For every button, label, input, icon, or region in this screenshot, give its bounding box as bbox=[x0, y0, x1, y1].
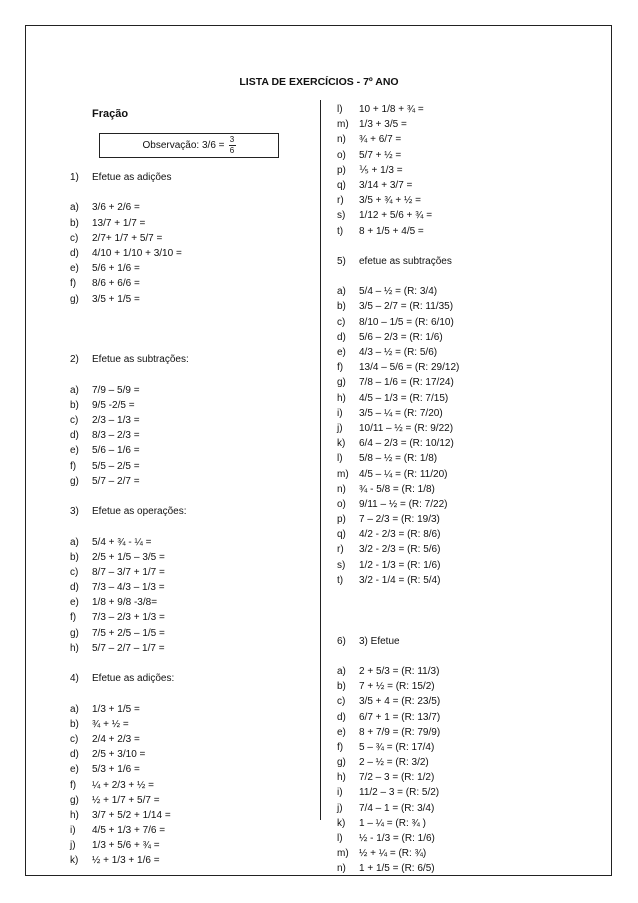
exercise-3-item-text: 5/4 + ¾ - ¼ = bbox=[92, 536, 152, 548]
exercise-6-item bbox=[337, 816, 597, 831]
exercise-2-item bbox=[70, 398, 315, 413]
exercise-4-item-label: h) bbox=[70, 809, 79, 821]
exercise-5-item-text: 4/5 – ¼ = (R: 11/20) bbox=[359, 468, 448, 480]
exercise-4-item-label: l) bbox=[337, 104, 343, 115]
exercise-4-item-text: 2/5 + 3/10 = bbox=[92, 749, 146, 761]
exercise-2-item-text: 5/5 – 2/5 = bbox=[92, 460, 140, 472]
exercise-5-item-text: ¾ - 5/8 = (R: 1/8) bbox=[359, 483, 435, 495]
exercise-4-item bbox=[70, 853, 315, 868]
exercise-5-item-text: 4/5 – 1/3 = (R: 7/15) bbox=[359, 392, 449, 404]
exercise-6-item-text: 2 + 5/3 = (R: 11/3) bbox=[359, 665, 440, 677]
exercise-3-heading-label: 3) bbox=[70, 506, 79, 518]
exercise-6-item-label: d) bbox=[337, 711, 346, 723]
exercise-2-item-label: a) bbox=[70, 384, 79, 396]
exercise-5-heading-label: 5) bbox=[337, 255, 346, 267]
exercise-4-heading-text: Efetue as adições: bbox=[92, 673, 175, 685]
exercise-4-item-label: g) bbox=[70, 794, 79, 806]
exercise-1-heading-label: 1) bbox=[70, 172, 79, 183]
exercise-4-item bbox=[337, 148, 597, 163]
exercise-1-item-text: 8/6 + 6/6 = bbox=[92, 278, 140, 290]
exercise-5-item bbox=[337, 330, 597, 345]
exercise-4-item bbox=[337, 132, 597, 147]
exercise-3-item-label: f) bbox=[70, 612, 77, 624]
exercise-4-item-label: j) bbox=[70, 840, 76, 852]
exercise-4-item-label: a) bbox=[70, 703, 79, 715]
exercise-5-item-label: l) bbox=[337, 453, 343, 465]
exercise-2-item-text: 8/3 – 2/3 = bbox=[92, 430, 140, 442]
exercise-4-heading bbox=[70, 671, 315, 686]
exercise-5-item-label: r) bbox=[337, 544, 344, 556]
exercise-6-item bbox=[337, 846, 597, 861]
exercise-4-item bbox=[70, 732, 315, 747]
exercise-2-item-text: 5/6 – 1/6 = bbox=[92, 445, 140, 457]
exercise-3-item-text: 1/8 + 9/8 -3/8= bbox=[92, 597, 158, 609]
exercise-4-item-text: 1/12 + 5/6 + ¾ = bbox=[359, 210, 433, 222]
exercise-2-item bbox=[70, 474, 315, 489]
subject-heading: Fração bbox=[92, 108, 129, 120]
exercise-6-item bbox=[337, 785, 597, 800]
exercise-4-item-label: d) bbox=[70, 749, 79, 761]
exercise-2-item bbox=[70, 413, 315, 428]
column-divider bbox=[320, 100, 321, 820]
exercise-5-item-text: 10/11 – ½ = (R: 9/22) bbox=[359, 422, 454, 434]
exercise-6-item-text: 2 – ½ = (R: 3/2) bbox=[359, 757, 429, 769]
exercise-6-item-label: k) bbox=[337, 817, 346, 829]
exercise-4-heading-label: 4) bbox=[70, 673, 79, 685]
exercise-4-item bbox=[337, 102, 597, 117]
exercise-6-item-label: e) bbox=[337, 726, 346, 738]
exercise-4-item-text: 3/14 + 3/7 = bbox=[359, 179, 413, 191]
exercise-4-item-text: 5/7 + ½ = bbox=[359, 149, 402, 161]
exercise-6-item-text: 1 – ¼ = (R: ¾ ) bbox=[359, 817, 426, 829]
exercise-6-item-text: 1 + 1/5 = (R: 6/5) bbox=[359, 863, 435, 875]
exercise-5-item-label: f) bbox=[337, 362, 344, 374]
exercise-4-item bbox=[337, 178, 597, 193]
exercise-1-item-label: f) bbox=[70, 278, 77, 290]
exercise-6-item-text: 3/5 + 4 = (R: 23/5) bbox=[359, 696, 441, 708]
exercise-3-item-text: 7/5 + 2/5 – 1/5 = bbox=[92, 627, 165, 639]
exercise-5-item-label: q) bbox=[337, 529, 346, 541]
exercise-5-heading bbox=[337, 254, 597, 269]
exercise-3-item-text: 8/7 – 3/7 + 1/7 = bbox=[92, 566, 165, 578]
exercise-5-item-label: m) bbox=[337, 468, 349, 480]
exercise-5-item bbox=[337, 451, 597, 466]
exercise-6-heading bbox=[337, 634, 597, 649]
exercise-4-item-label: e) bbox=[70, 764, 79, 776]
exercise-5-item-label: s) bbox=[337, 559, 346, 571]
exercise-4-item-text: ½ + 1/7 + 5/7 = bbox=[92, 794, 160, 806]
exercise-4-item-text: 8 + 1/5 + 4/5 = bbox=[359, 225, 424, 237]
exercise-3-item bbox=[70, 610, 315, 625]
exercise-5-item bbox=[337, 558, 597, 573]
exercise-4-item bbox=[70, 823, 315, 838]
exercise-4-item-text: 4/5 + 1/3 + 7/6 = bbox=[92, 825, 166, 837]
exercise-4-item-label: f) bbox=[70, 779, 77, 791]
exercise-5-item bbox=[337, 512, 597, 527]
exercise-5-item bbox=[337, 421, 597, 436]
exercise-5-item-text: 8/10 – 1/5 = (R: 6/10) bbox=[359, 316, 454, 328]
exercise-1-item-label: c) bbox=[70, 232, 79, 244]
exercise-2-heading-text: Efetue as subtrações: bbox=[92, 354, 189, 366]
exercise-5-item-label: h) bbox=[337, 392, 346, 404]
exercise-5-item bbox=[337, 542, 597, 557]
exercise-5-item-label: a) bbox=[337, 286, 346, 298]
exercise-3-item-label: b) bbox=[70, 551, 79, 563]
exercise-6-item-text: 8 + 7/9 = (R: 79/9) bbox=[359, 726, 441, 738]
exercise-6-item-text: 5 – ¾ = (R: 17/4) bbox=[359, 741, 435, 753]
exercise-6-item-label: g) bbox=[337, 757, 346, 769]
exercise-6-item-label: m) bbox=[337, 848, 349, 860]
exercise-6-item bbox=[337, 801, 597, 816]
exercise-5-item-label: d) bbox=[337, 331, 346, 343]
exercise-5-item-label: g) bbox=[337, 377, 346, 389]
exercise-6-item-label: c) bbox=[337, 696, 346, 708]
exercise-1-heading-text: Efetue as adições bbox=[92, 172, 172, 183]
exercise-5-item bbox=[337, 406, 597, 421]
exercise-2-item-label: f) bbox=[70, 460, 77, 472]
exercise-5-item-text: 3/5 – ¼ = (R: 7/20) bbox=[359, 407, 443, 419]
exercise-2-item-label: c) bbox=[70, 415, 79, 427]
exercise-6-item bbox=[337, 740, 597, 755]
exercise-5-item-text: 3/2 - 1/4 = (R: 5/4) bbox=[359, 574, 441, 586]
exercise-6-heading-label: 6) bbox=[337, 635, 346, 647]
exercise-3-item bbox=[70, 641, 315, 656]
exercise-3-item-label: h) bbox=[70, 642, 79, 654]
exercise-6-item bbox=[337, 664, 597, 679]
exercise-6-item-label: a) bbox=[337, 665, 346, 677]
exercise-3-item-label: g) bbox=[70, 627, 79, 639]
exercise-1-heading bbox=[70, 170, 315, 185]
exercise-2-heading-label: 2) bbox=[70, 354, 79, 366]
exercise-1-item bbox=[70, 231, 315, 246]
exercise-5-item bbox=[337, 467, 597, 482]
exercise-6-item bbox=[337, 831, 597, 846]
exercise-6-item bbox=[337, 755, 597, 770]
exercise-5-item-label: j) bbox=[337, 422, 343, 434]
exercise-4-item-label: b) bbox=[70, 718, 79, 730]
exercise-4-item-label: m) bbox=[337, 119, 349, 131]
exercise-5-item bbox=[337, 299, 597, 314]
exercise-3-item-text: 7/3 – 4/3 – 1/3 = bbox=[92, 582, 165, 594]
exercise-5-item bbox=[337, 284, 597, 299]
exercise-5-item-label: k) bbox=[337, 438, 346, 450]
page-title: LISTA DE EXERCÍCIOS - 7º ANO bbox=[239, 76, 399, 88]
observation-label: Observação: 3/6 = bbox=[142, 140, 225, 151]
exercise-5-item-text: 1/2 - 1/3 = (R: 1/6) bbox=[359, 559, 441, 571]
exercise-4-item-text: ¾ + ½ = bbox=[92, 718, 129, 730]
exercise-6-item-label: i) bbox=[337, 787, 343, 799]
exercise-5-item-label: p) bbox=[337, 514, 346, 526]
exercise-2-item-text: 9/5 -2/5 = bbox=[92, 399, 135, 411]
exercise-5-item-text: 6/4 – 2/3 = (R: 10/12) bbox=[359, 438, 454, 450]
exercise-4-item-text: 1/3 + 5/6 + ¾ = bbox=[92, 840, 160, 852]
exercise-3-item bbox=[70, 595, 315, 610]
exercise-5-item bbox=[337, 345, 597, 360]
exercise-6-item-text: 11/2 – 3 = (R: 5/2) bbox=[359, 787, 440, 799]
exercise-3-heading-text: Efetue as operações: bbox=[92, 506, 187, 518]
exercise-6-item bbox=[337, 694, 597, 709]
exercise-5-item-text: 5/4 – ½ = (R: 3/4) bbox=[359, 286, 438, 298]
exercise-2-heading bbox=[70, 352, 315, 367]
exercise-4-item-text: 10 + 1/8 + ¾ = bbox=[359, 104, 424, 115]
exercise-4-item-label: s) bbox=[337, 210, 346, 222]
exercise-5-item-text: 5/8 – ½ = (R: 1/8) bbox=[359, 453, 438, 465]
exercise-4-item-text: 3/5 + ¾ + ½ = bbox=[359, 195, 421, 207]
exercise-4-item bbox=[337, 163, 597, 178]
exercise-4-item bbox=[337, 117, 597, 132]
right-column bbox=[337, 102, 597, 877]
exercise-5-item-label: c) bbox=[337, 316, 346, 328]
exercise-4-item bbox=[70, 808, 315, 823]
exercise-1-item bbox=[70, 246, 315, 261]
exercise-5-item-text: 7/8 – 1/6 = (R: 17/24) bbox=[359, 377, 454, 389]
exercise-1-item bbox=[70, 276, 315, 291]
exercise-3-item-text: 2/5 + 1/5 – 3/5 = bbox=[92, 551, 165, 563]
exercise-2-item bbox=[70, 443, 315, 458]
exercise-1-item-label: a) bbox=[70, 202, 79, 214]
exercise-5-item-text: 3/2 - 2/3 = (R: 5/6) bbox=[359, 544, 441, 556]
observation-box bbox=[99, 133, 279, 158]
exercise-6-item-label: j) bbox=[337, 802, 343, 814]
exercise-3-item-text: 7/3 – 2/3 + 1/3 = bbox=[92, 612, 165, 624]
exercise-5-item-text: 13/4 – 5/6 = (R: 29/12) bbox=[359, 362, 460, 374]
left-column bbox=[70, 170, 315, 869]
exercise-4-item-text: 3/7 + 5/2 + 1/14 = bbox=[92, 809, 171, 821]
exercise-5-item-text: 7 – 2/3 = (R: 19/3) bbox=[359, 514, 440, 526]
exercise-1-item-text: 4/10 + 1/10 + 3/10 = bbox=[92, 247, 182, 259]
exercise-4-item-text: 1/3 + 1/5 = bbox=[92, 703, 140, 715]
exercise-4-item-label: o) bbox=[337, 149, 346, 161]
exercise-4-item-text: 2/4 + 2/3 = bbox=[92, 733, 140, 745]
exercise-4-item bbox=[70, 793, 315, 808]
exercise-5-item-text: 4/2 - 2/3 = (R: 8/6) bbox=[359, 529, 441, 541]
exercise-5-heading-text: efetue as subtrações bbox=[359, 255, 452, 267]
exercise-3-item-label: e) bbox=[70, 597, 79, 609]
exercise-3-heading bbox=[70, 504, 315, 519]
exercise-6-item-label: h) bbox=[337, 772, 346, 784]
exercise-1-item-label: g) bbox=[70, 293, 79, 305]
exercise-4-item-label: r) bbox=[337, 195, 344, 207]
exercise-1-item bbox=[70, 261, 315, 276]
exercise-3-item bbox=[70, 565, 315, 580]
exercise-5-item bbox=[337, 360, 597, 375]
exercise-5-item-text: 4/3 – ½ = (R: 5/6) bbox=[359, 347, 438, 358]
exercise-4-item-label: k) bbox=[70, 855, 79, 867]
exercise-5-item-label: o) bbox=[337, 498, 346, 510]
exercise-4-item bbox=[337, 224, 597, 239]
exercise-2-item-text: 5/7 – 2/7 = bbox=[92, 475, 140, 487]
exercise-4-item-label: p) bbox=[337, 164, 346, 176]
observation-fraction: $\frac{3}{6}$ bbox=[229, 135, 235, 155]
exercise-1-item-text: 13/7 + 1/7 = bbox=[92, 217, 146, 229]
exercise-4-item bbox=[70, 838, 315, 853]
exercise-4-item bbox=[337, 208, 597, 223]
exercise-4-item-text: ½ + 1/3 + 1/6 = bbox=[92, 855, 160, 867]
exercise-5-item bbox=[337, 315, 597, 330]
exercise-1-item-text: 2/7+ 1/7 + 5/7 = bbox=[92, 232, 163, 244]
exercise-5-item bbox=[337, 391, 597, 406]
exercise-5-item-label: n) bbox=[337, 483, 346, 495]
exercise-3-item bbox=[70, 535, 315, 550]
exercise-6-item bbox=[337, 679, 597, 694]
exercise-5-item-label: i) bbox=[337, 407, 343, 419]
exercise-4-item-label: c) bbox=[70, 733, 79, 745]
exercise-3-item bbox=[70, 580, 315, 595]
exercise-4-item-text: ¼ + 2/3 + ½ = bbox=[92, 779, 154, 791]
exercise-2-item-label: g) bbox=[70, 475, 79, 487]
exercise-5-item-label: e) bbox=[337, 347, 346, 358]
exercise-1-item-text: 5/6 + 1/6 = bbox=[92, 263, 140, 275]
exercise-5-item bbox=[337, 375, 597, 390]
exercise-6-item-label: n) bbox=[337, 863, 346, 875]
exercise-2-item-label: b) bbox=[70, 399, 79, 411]
exercise-5-item-text: 3/5 – 2/7 = (R: 11/35) bbox=[359, 301, 454, 313]
exercise-2-item-text: 7/9 – 5/9 = bbox=[92, 384, 140, 396]
exercise-2-item bbox=[70, 459, 315, 474]
exercise-4-item-text: 1/3 + 3/5 = bbox=[359, 119, 407, 131]
exercise-5-item bbox=[337, 436, 597, 451]
exercise-4-item bbox=[337, 193, 597, 208]
exercise-6-item-text: 7/4 – 1 = (R: 3/4) bbox=[359, 802, 435, 814]
exercise-6-heading-text: 3) Efetue bbox=[359, 635, 400, 647]
exercise-6-item-text: 7 + ½ = (R: 15/2) bbox=[359, 681, 435, 693]
exercise-3-item-label: d) bbox=[70, 582, 79, 594]
exercise-3-item-text: 5/7 – 2/7 – 1/7 = bbox=[92, 642, 165, 654]
exercise-3-item-label: c) bbox=[70, 566, 79, 578]
exercise-4-item-label: q) bbox=[337, 179, 346, 191]
exercise-5-item bbox=[337, 497, 597, 512]
exercise-1-item-text: 3/6 + 2/6 = bbox=[92, 202, 140, 214]
exercise-1-item-label: d) bbox=[70, 247, 79, 259]
exercise-4-item-text: 5/3 + 1/6 = bbox=[92, 764, 140, 776]
exercise-5-item-text: 9/11 – ½ = (R: 7/22) bbox=[359, 498, 448, 510]
exercise-6-item-label: l) bbox=[337, 833, 343, 845]
exercise-3-item bbox=[70, 626, 315, 641]
exercise-3-item bbox=[70, 550, 315, 565]
exercise-5-item bbox=[337, 527, 597, 542]
exercise-4-item-label: t) bbox=[337, 225, 344, 237]
exercise-2-item-text: 2/3 – 1/3 = bbox=[92, 415, 140, 427]
exercise-1-item-label: b) bbox=[70, 217, 79, 229]
exercise-4-item bbox=[70, 778, 315, 793]
exercise-6-item-text: ½ + ¼ = (R: ¾) bbox=[359, 848, 427, 860]
exercise-5-item-label: b) bbox=[337, 301, 346, 313]
exercise-6-item bbox=[337, 725, 597, 740]
exercise-1-item-text: 3/5 + 1/5 = bbox=[92, 293, 140, 305]
exercise-2-item-label: e) bbox=[70, 445, 79, 457]
exercise-1-item-label: e) bbox=[70, 263, 79, 275]
exercise-5-item-label: t) bbox=[337, 574, 344, 586]
exercise-2-item-label: d) bbox=[70, 430, 79, 442]
exercise-4-item-text: ⅕ + 1/3 = bbox=[359, 164, 403, 176]
exercise-4-item bbox=[70, 702, 315, 717]
exercise-4-item bbox=[70, 747, 315, 762]
exercise-2-item bbox=[70, 428, 315, 443]
exercise-6-item bbox=[337, 710, 597, 725]
exercise-6-item-text: 6/7 + 1 = (R: 13/7) bbox=[359, 711, 441, 723]
exercise-6-item bbox=[337, 770, 597, 785]
exercise-6-item-text: 7/2 – 3 = (R: 1/2) bbox=[359, 772, 435, 784]
exercise-6-item-label: f) bbox=[337, 741, 344, 753]
exercise-2-item bbox=[70, 383, 315, 398]
exercise-6-item-label: b) bbox=[337, 681, 346, 693]
exercise-3-item-label: a) bbox=[70, 536, 79, 548]
exercise-4-item-label: n) bbox=[337, 134, 346, 146]
exercise-6-item-text: ½ - 1/3 = (R: 1/6) bbox=[359, 833, 435, 845]
exercise-4-item-text: ¾ + 6/7 = bbox=[359, 134, 402, 146]
exercise-4-item bbox=[70, 762, 315, 777]
exercise-6-item bbox=[337, 861, 597, 876]
exercise-4-item bbox=[70, 717, 315, 732]
exercise-5-item bbox=[337, 573, 597, 588]
exercise-1-item bbox=[70, 216, 315, 231]
exercise-5-item bbox=[337, 482, 597, 497]
exercise-1-item bbox=[70, 292, 315, 307]
exercise-1-item bbox=[70, 200, 315, 215]
exercise-5-item-text: 5/6 – 2/3 = (R: 1/6) bbox=[359, 331, 443, 343]
exercise-4-item-label: i) bbox=[70, 825, 76, 837]
